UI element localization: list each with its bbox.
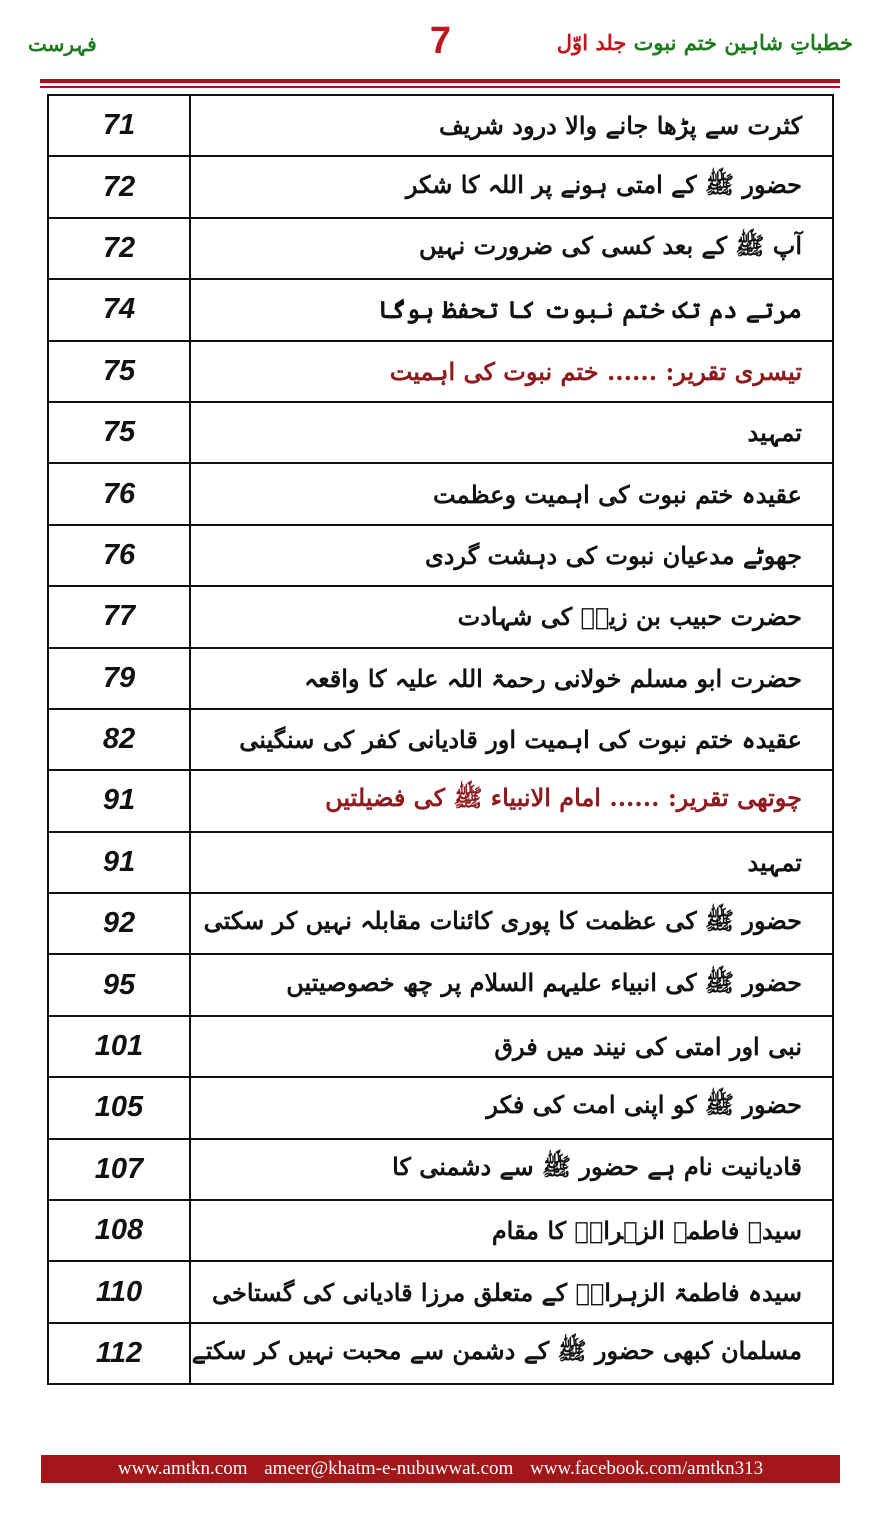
page-number-cell: 74	[48, 279, 190, 340]
table-row	[48, 954, 833, 1015]
volume-label: جلد اوّل	[556, 30, 627, 55]
entry-title-cell: حضور ﷺ کی انبیاء علیہم السلام پر چھ خصوصیتیں	[190, 954, 833, 1015]
entry-title-cell: عقیدہ ختم نبوت کی اہمیت اور قادیانی کفر کی سنگینی	[190, 709, 833, 770]
page-number-cell: 95	[48, 954, 190, 1015]
table-row	[48, 95, 833, 156]
table-row	[48, 279, 833, 340]
page-number-cell: 77	[48, 586, 190, 647]
header-rule-thin	[40, 86, 840, 88]
page-number: 7	[429, 20, 452, 62]
table-row	[48, 463, 833, 524]
table-row	[48, 648, 833, 709]
entry-title-cell: تمہید	[190, 402, 833, 463]
page-number-cell: 108	[48, 1200, 190, 1261]
entry-title-cell: عقیدہ ختم نبوت کی اہمیت وعظمت	[190, 463, 833, 524]
entry-title-cell: حضور ﷺ کو اپنی امت کی فکر	[190, 1077, 833, 1138]
entry-title-cell: مرتے دم تک ختم نبوت کا تحفظ ہوگا	[190, 279, 833, 340]
contents-table	[47, 94, 834, 1385]
table-row	[48, 341, 833, 402]
header-book-title	[557, 30, 853, 55]
page-number-cell: 76	[48, 525, 190, 586]
footer-email-link[interactable]: ameer@khatm-e-nubuwwat.com	[264, 1458, 514, 1479]
table-row	[48, 402, 833, 463]
footer-facebook-link[interactable]: www.facebook.com/amtkn313	[530, 1458, 764, 1479]
table-row	[48, 1077, 833, 1138]
footer-website-link[interactable]: www.amtkn.com	[117, 1458, 248, 1479]
page-number-cell: 71	[48, 95, 190, 156]
entry-title-cell: سیدہ فاطمۃ الزہراءؓ کے متعلق مرزا قادیانی کی گستاخی	[190, 1261, 833, 1322]
entry-title-cell: نبی اور امتی کی نیند میں فرق	[190, 1016, 833, 1077]
page-number-cell: 101	[48, 1016, 190, 1077]
table-row	[48, 1016, 833, 1077]
table-row	[48, 832, 833, 893]
page-number-cell: 75	[48, 341, 190, 402]
entry-title-cell: حضور ﷺ کی عظمت کا پوری کائنات مقابلہ نہیں کر سکتی	[190, 893, 833, 954]
entry-title-cell: آپ ﷺ کے بعد کسی کی ضرورت نہیں	[190, 218, 833, 279]
entry-title-cell: سیدہ فاطمۃ الزہراءؓ کا مقام	[190, 1200, 833, 1261]
header-index-label: فہرست	[28, 32, 97, 56]
page-number-cell: 72	[48, 156, 190, 217]
entry-title-cell: حضرت ابو مسلم خولانی رحمۃ اللہ علیہ کا واقعہ	[190, 648, 833, 709]
entry-title-cell: تمہید	[190, 832, 833, 893]
table-row	[48, 525, 833, 586]
table-row	[48, 586, 833, 647]
table-row	[48, 1139, 833, 1200]
page-number-cell: 79	[48, 648, 190, 709]
header-rule-thick	[40, 79, 840, 83]
entry-title-cell: جھوٹے مدعیان نبوت کی دہشت گردی	[190, 525, 833, 586]
table-row	[48, 218, 833, 279]
table-row	[48, 1323, 833, 1384]
page-number-cell: 105	[48, 1077, 190, 1138]
page-number-cell: 76	[48, 463, 190, 524]
page-number-cell: 91	[48, 832, 190, 893]
page-number-cell: 112	[48, 1323, 190, 1384]
page-number-cell: 110	[48, 1261, 190, 1322]
table-row	[48, 709, 833, 770]
table-row	[48, 1200, 833, 1261]
page-number-cell: 82	[48, 709, 190, 770]
entry-title-cell: حضرت حبیب بن زیدؓ کی شہادت	[190, 586, 833, 647]
page-header	[0, 0, 881, 80]
page-number-cell: 92	[48, 893, 190, 954]
table-row	[48, 156, 833, 217]
table-row	[48, 770, 833, 831]
entry-title-cell: حضور ﷺ کے امتی ہونے پر اللہ کا شکر	[190, 156, 833, 217]
entry-title-cell: قادیانیت نام ہے حضور ﷺ سے دشمنی کا	[190, 1139, 833, 1200]
page-number-cell: 91	[48, 770, 190, 831]
section-heading-cell: تیسری تقریر: ...... ختم نبوت کی اہمیت	[190, 341, 833, 402]
footer-bar	[41, 1455, 840, 1483]
entry-title-cell: کثرت سے پڑھا جانے والا درود شریف	[190, 95, 833, 156]
entry-title-cell: مسلمان کبھی حضور ﷺ کے دشمن سے محبت نہیں کر سکتے	[190, 1323, 833, 1384]
book-title: خطباتِ شاہین ختم نبوت	[633, 30, 853, 55]
section-heading-cell: چوتھی تقریر: ...... امام الانبیاء ﷺ کی فضیلتیں	[190, 770, 833, 831]
page-number-cell: 72	[48, 218, 190, 279]
table-row	[48, 893, 833, 954]
table-row	[48, 1261, 833, 1322]
page-number-cell: 75	[48, 402, 190, 463]
page-number-cell: 107	[48, 1139, 190, 1200]
